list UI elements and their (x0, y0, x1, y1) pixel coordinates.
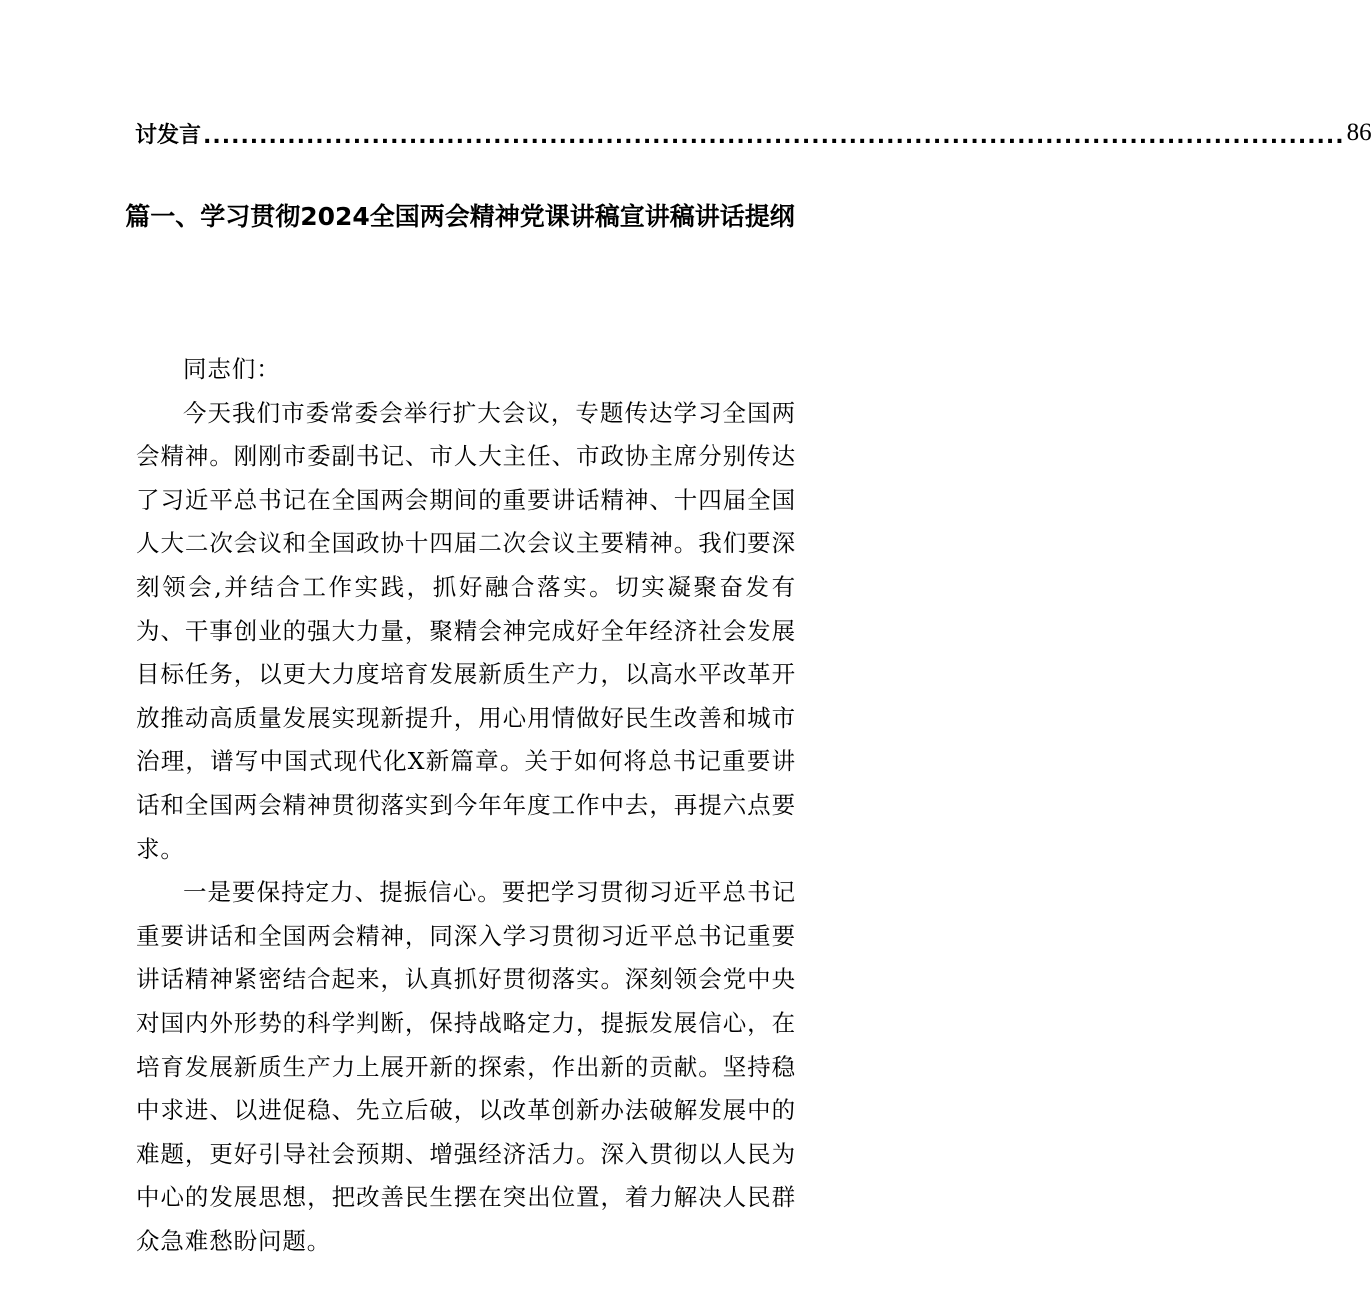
toc-entry[interactable] (135, 113, 1372, 153)
toc-leader-dots: .......................................................................................................................... (203, 123, 1345, 149)
salutation-paragraph: 同志们： (183, 355, 281, 383)
toc-page-number: 86 (1346, 119, 1372, 146)
toc-entry-title: 讨发言 (135, 122, 202, 148)
section-heading: 篇一、学习贯彻2024全国两会精神党课讲稿宣讲稿讲话提纲 (125, 202, 795, 231)
body-text (136, 348, 796, 1263)
intro-paragraph: 今天我们市委常委会举行扩大会议，专题传达学习全国两会精神。刚刚市委副书记、市人大主任、市政协主席分别传达了习近平总书记在全国两会期间的重要讲话精神、十四届全国人大二次会议和全国政协十四届二次会议主要精神。我们要深刻领会,并结合工作实践，抓好融合落实。切实凝聚奋发有为、干事创业的强大力量，聚精会神完成好全年经济社会发展目标任务，以更大力度培育发展新质生产力，以高水平改革开放推动高质量发展实现新提升，用心用情做好民生改善和城市治理，谱写中国式现代化X新篇章。关于如何将总书记重要讲话和全国两会精神贯彻落实到今年年度工作中去，再提六点要求。 (136, 398, 796, 863)
point-one-paragraph: 一是要保持定力、提振信心。要把学习贯彻习近平总书记重要讲话和全国两会精神，同深入学习贯彻习近平总书记重要讲话精神紧密结合起来，认真抓好贯彻落实。深刻领会党中央对国内外形势的科学判断，保持战略定力，提振发展信心，在培育发展新质生产力上展开新的探索，作出新的贡献。坚持稳中求进、以进促稳、先立后破，以改革创新办法破解发展中的难题，更好引导社会预期、增强经济活力。深入贯彻以人民为中心的发展思想，把改善民生摆在突出位置，着力解决人民群众急难愁盼问题。 (136, 878, 796, 1255)
